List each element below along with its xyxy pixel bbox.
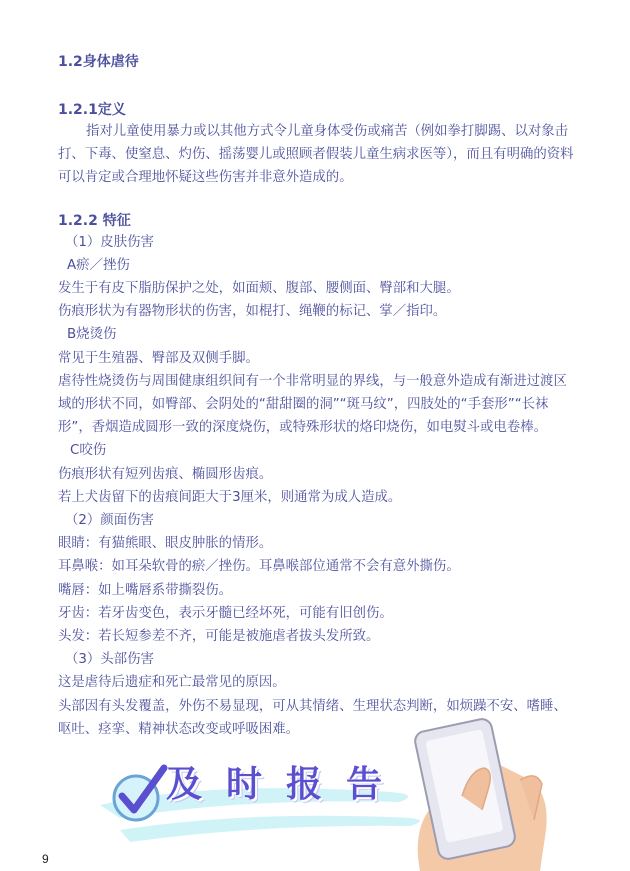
face-line: 牙齿：若牙齿变色，表示牙髓已经坏死，可能有旧创伤。 [58, 605, 393, 621]
page-number: 9 [42, 852, 49, 866]
burn-line: 常见于生殖器、臀部及双侧手脚。 [58, 350, 259, 366]
face-line: 头发：若长短参差不齐，可能是被施虐者拔头发所致。 [58, 629, 380, 645]
page-content [58, 52, 580, 741]
bruise-title: A瘀／挫伤 [67, 257, 130, 273]
skin-heading: （1）皮肤伤害 [65, 234, 154, 250]
definition-title: 1.2.1定义 [58, 102, 126, 118]
report-banner-text: 及时报告 [166, 764, 407, 805]
bruise-line: 伤痕形状为有器物形状的伤害，如棍打、绳鞭的标记、掌／指印。 [58, 304, 447, 320]
head-heading: （3）头部伤害 [65, 652, 154, 668]
head-line: 头部因有头发覆盖，外伤不易显现，可从其情绪、生理状态判断，如烦躁不安、嗜睡、呕吐、痉挛、精神状态改变或呼吸困难。 [58, 698, 567, 737]
features-title: 1.2.2 特征 [58, 212, 131, 229]
brush-stroke [120, 816, 420, 842]
face-heading: （2）颜面伤害 [65, 513, 154, 529]
face-line: 嘴唇：如上嘴唇系带撕裂伤。 [58, 582, 233, 598]
bite-line: 伤痕形状有短列齿痕、椭圆形齿痕。 [58, 466, 273, 482]
face-line: 耳鼻喉：如耳朵软骨的瘀／挫伤。耳鼻喉部位通常不会有意外撕伤。 [58, 559, 460, 575]
face-line: 眼睛：有猫熊眼、眼皮肿胀的情形。 [58, 536, 273, 552]
bruise-line: 发生于有皮下脂肪保护之处，如面颊、腹部、腰侧面、臀部和大腿。 [58, 281, 460, 297]
bite-line: 若上犬齿留下的齿痕间距大于3厘米，则通常为成人造成。 [58, 489, 402, 505]
definition-body: 指对儿童使用暴力或以其他方式令儿童身体受伤或痛苦（例如拳打脚踢、以对象击打、下毒、使窒息、灼伤、摇荡婴儿或照顾者假装儿童生病求医等），而且有明确的资料可以肯定或合理地怀疑这些伤害并非意外造成的。 [58, 124, 574, 186]
bite-title: C咬伤 [70, 443, 107, 459]
section-title: 1.2身体虐待 [58, 54, 139, 70]
head-line: 这是虐待后遗症和死亡最常见的原因。 [58, 675, 286, 691]
burn-title: B烧烫伤 [67, 327, 117, 343]
hand-holding-phone-icon [413, 717, 546, 871]
burn-line: 虐待性烧烫伤与周围健康组织间有一个非常明显的界线，与一般意外造成有渐进过渡区域的形状不同，如臀部、会阴处的“甜甜圈的洞”“斑马纹”，四肢处的“手套形”“长袜形”，香烟造成圆形一致的深度烧伤，或特殊形状的烙印烧伤，如电熨斗或电卷棒。 [58, 373, 567, 436]
